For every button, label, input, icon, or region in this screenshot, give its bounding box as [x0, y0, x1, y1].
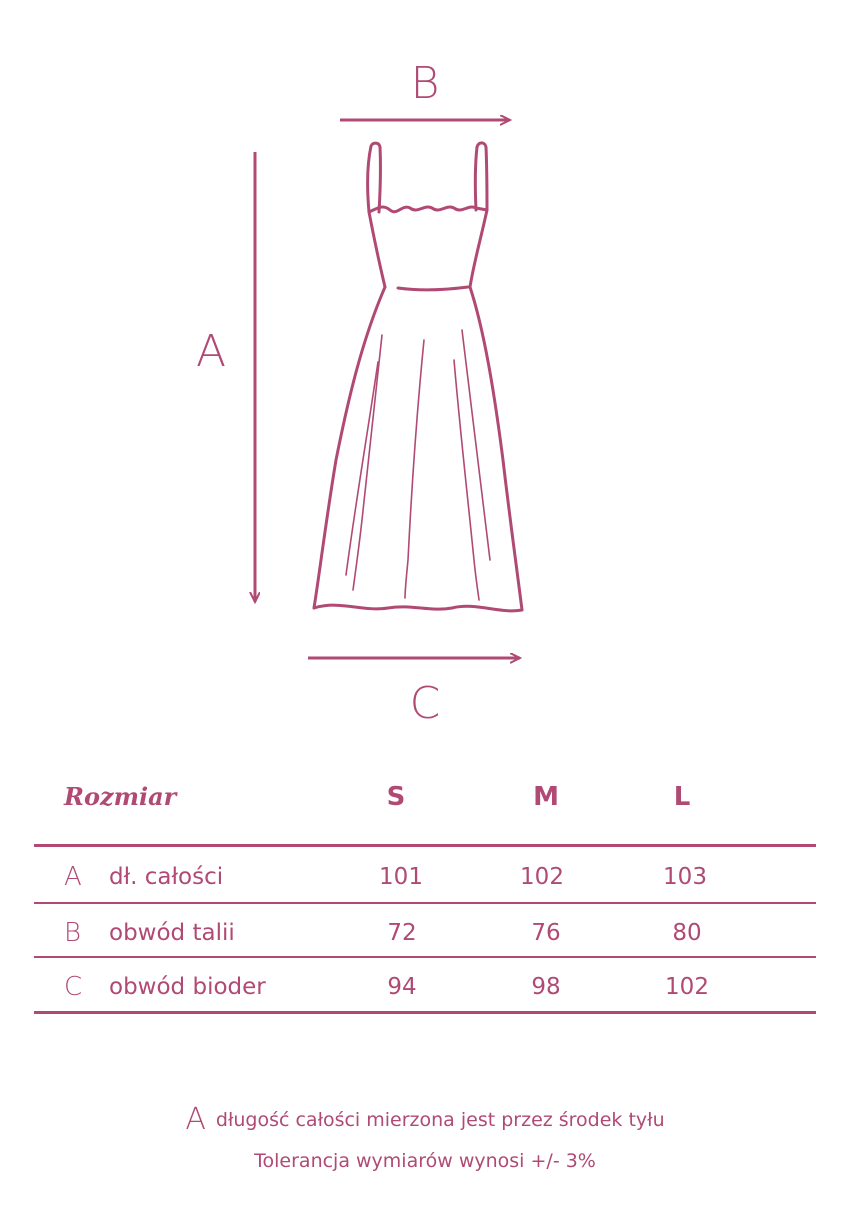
note-line2: Tolerancja wymiarów wynosi +/- 3% — [254, 1150, 596, 1172]
label-a: A — [195, 326, 227, 377]
row-value-m: 76 — [531, 920, 561, 946]
table-rule — [34, 902, 816, 904]
table-row — [34, 906, 816, 960]
dress-outline — [314, 143, 522, 611]
size-header-l: L — [673, 782, 691, 812]
row-value-m: 98 — [531, 974, 561, 1000]
row-value-s: 72 — [387, 920, 417, 946]
note-letter: A — [185, 1102, 206, 1137]
row-label: obwód talii — [109, 920, 235, 946]
table-row — [34, 850, 816, 904]
row-value-l: 103 — [663, 864, 707, 890]
row-value-m: 102 — [520, 864, 564, 890]
note-line1: długość całości mierzona jest przez środek tyłu — [215, 1109, 665, 1131]
size-header-label: Rozmiar — [64, 782, 177, 811]
size-header-s: S — [386, 782, 406, 812]
table-rule — [34, 956, 816, 958]
row-letter: A — [64, 862, 82, 892]
row-value-l: 102 — [665, 974, 709, 1000]
table-rule-top — [34, 844, 816, 847]
row-label: dł. całości — [109, 864, 224, 890]
row-value-s: 101 — [379, 864, 423, 890]
note-measurement — [0, 1102, 850, 1137]
table-row — [34, 960, 816, 1014]
row-value-l: 80 — [672, 920, 702, 946]
size-header-m: M — [533, 782, 559, 812]
note-tolerance — [0, 1150, 850, 1172]
table-rule-bottom — [34, 1011, 816, 1014]
row-letter: C — [64, 972, 83, 1002]
row-label: obwód bioder — [109, 974, 266, 1000]
label-c: C — [409, 678, 441, 729]
row-value-s: 94 — [387, 974, 417, 1000]
label-b: B — [410, 58, 440, 109]
dress-folds — [346, 330, 490, 600]
row-letter: B — [64, 918, 82, 948]
